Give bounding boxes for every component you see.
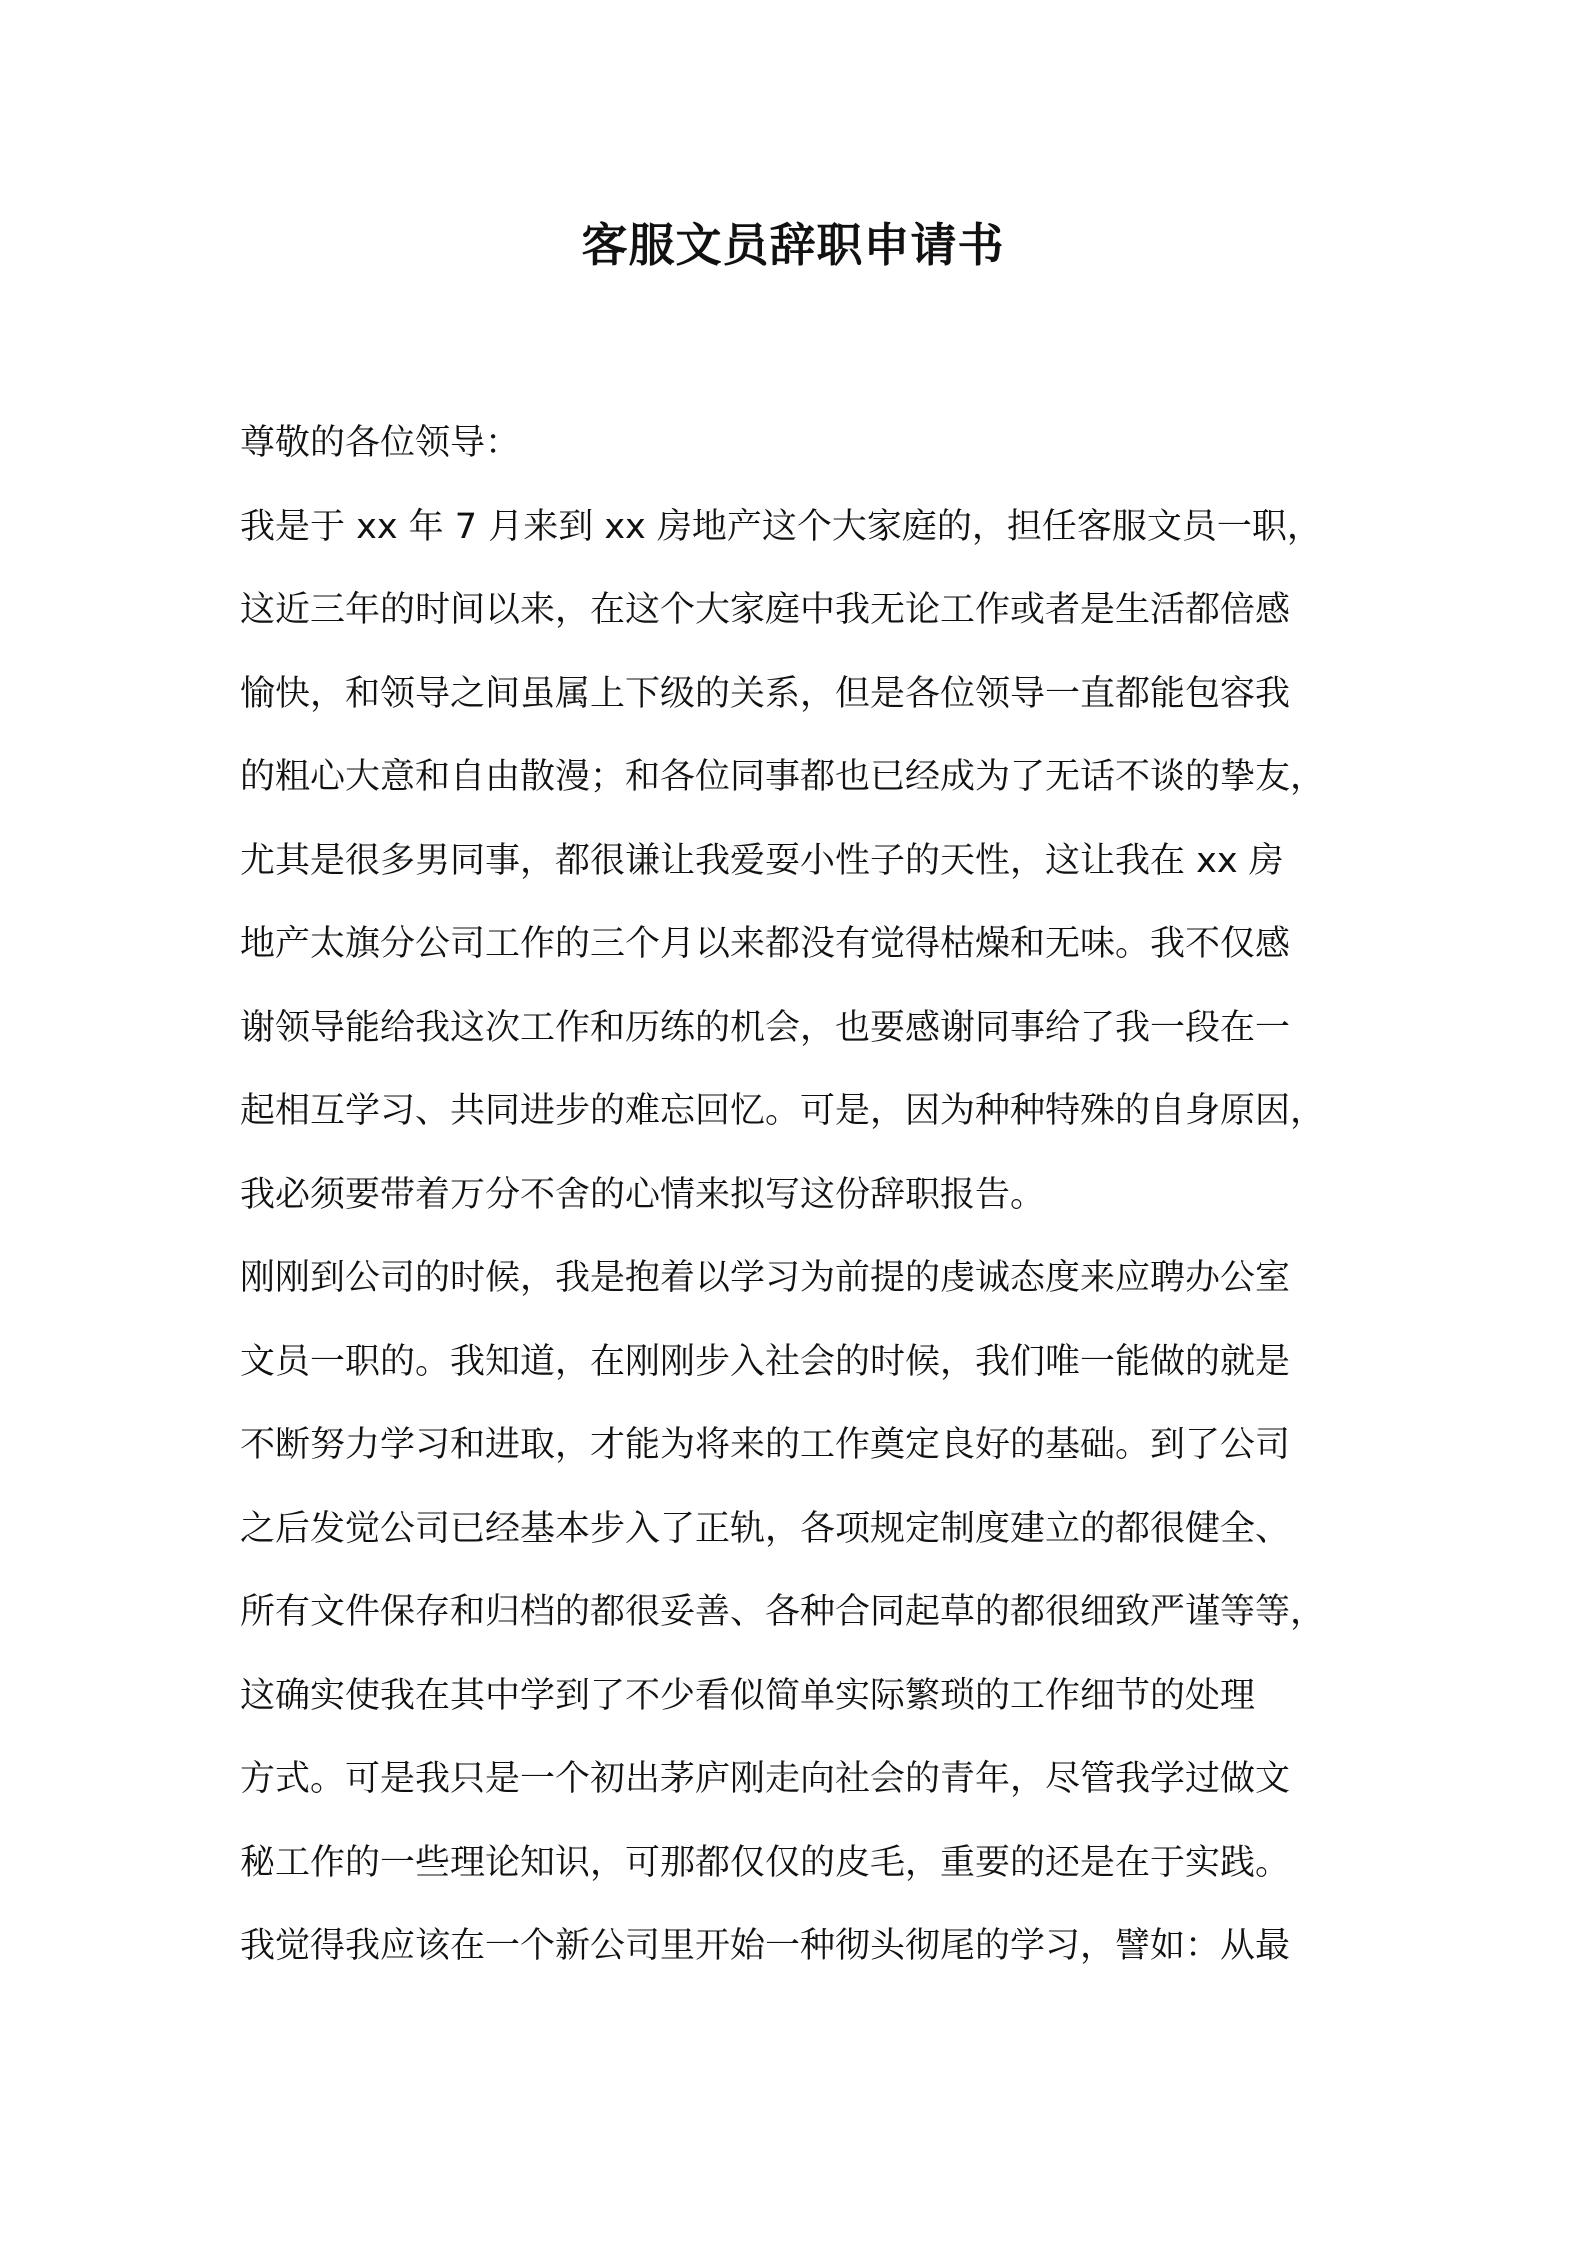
text-line: 愉快，和领导之间虽属上下级的关系，但是各位领导一直都能包容我 — [240, 673, 1291, 714]
text-line: 之后发觉公司已经基本步入了正轨，各项规定制度建立的都很健全、 — [240, 1508, 1291, 1549]
text-line: 地产太旗分公司工作的三个月以来都没有觉得枯燥和无味。我不仅感 — [240, 924, 1291, 964]
document-body — [240, 402, 1360, 1989]
text-line: 谢领导能给我这次工作和历练的机会，也要感谢同事给了我一段在一 — [240, 1007, 1291, 1048]
text-line: 我是于 xx 年 7 月来到 xx 房地产这个大家庭的，担任客服文员一职， — [240, 506, 1322, 547]
salutation: 尊敬的各位领导： — [240, 423, 521, 463]
text-line: 的粗心大意和自由散漫；和各位同事都也已经成为了无话不谈的挚友， — [240, 757, 1326, 797]
text-line: 这确实使我在其中学到了不少看似简单实际繁琐的工作细节的处理 — [240, 1675, 1256, 1716]
text-line: 起相互学习、共同进步的难忘回忆。可是，因为种种特殊的自身原因， — [240, 1091, 1326, 1131]
text-line: 秘工作的一些理论知识，可那都仅仅的皮毛，重要的还是在于实践。 — [240, 1842, 1291, 1883]
text-line: 我必须要带着万分不舍的心情来拟写这份辞职报告。 — [240, 1174, 1046, 1215]
text-line: 所有文件保存和归档的都很妥善、各种合同起草的都很细致严谨等等， — [240, 1592, 1326, 1632]
text-line: 文员一职的。我知道，在刚刚步入社会的时候，我们唯一能做的就是 — [240, 1341, 1291, 1382]
text-line: 这近三年的时间以来，在这个大家庭中我无论工作或者是生活都倍感 — [240, 590, 1291, 630]
text-line: 刚刚到公司的时候，我是抱着以学习为前提的虔诚态度来应聘办公室 — [240, 1258, 1291, 1298]
text-line: 方式。可是我只是一个初出茅庐刚走向社会的青年，尽管我学过做文 — [240, 1759, 1291, 1799]
document-title: 客服文员辞职申请书 — [581, 218, 1005, 272]
text-line: 不断努力学习和进取，才能为将来的工作奠定良好的基础。到了公司 — [240, 1425, 1291, 1465]
text-line: 尤其是很多男同事，都很谦让我爱耍小性子的天性，这让我在 xx 房 — [240, 840, 1284, 881]
text-line: 我觉得我应该在一个新公司里开始一种彻头彻尾的学习，譬如：从最 — [240, 1926, 1291, 1966]
